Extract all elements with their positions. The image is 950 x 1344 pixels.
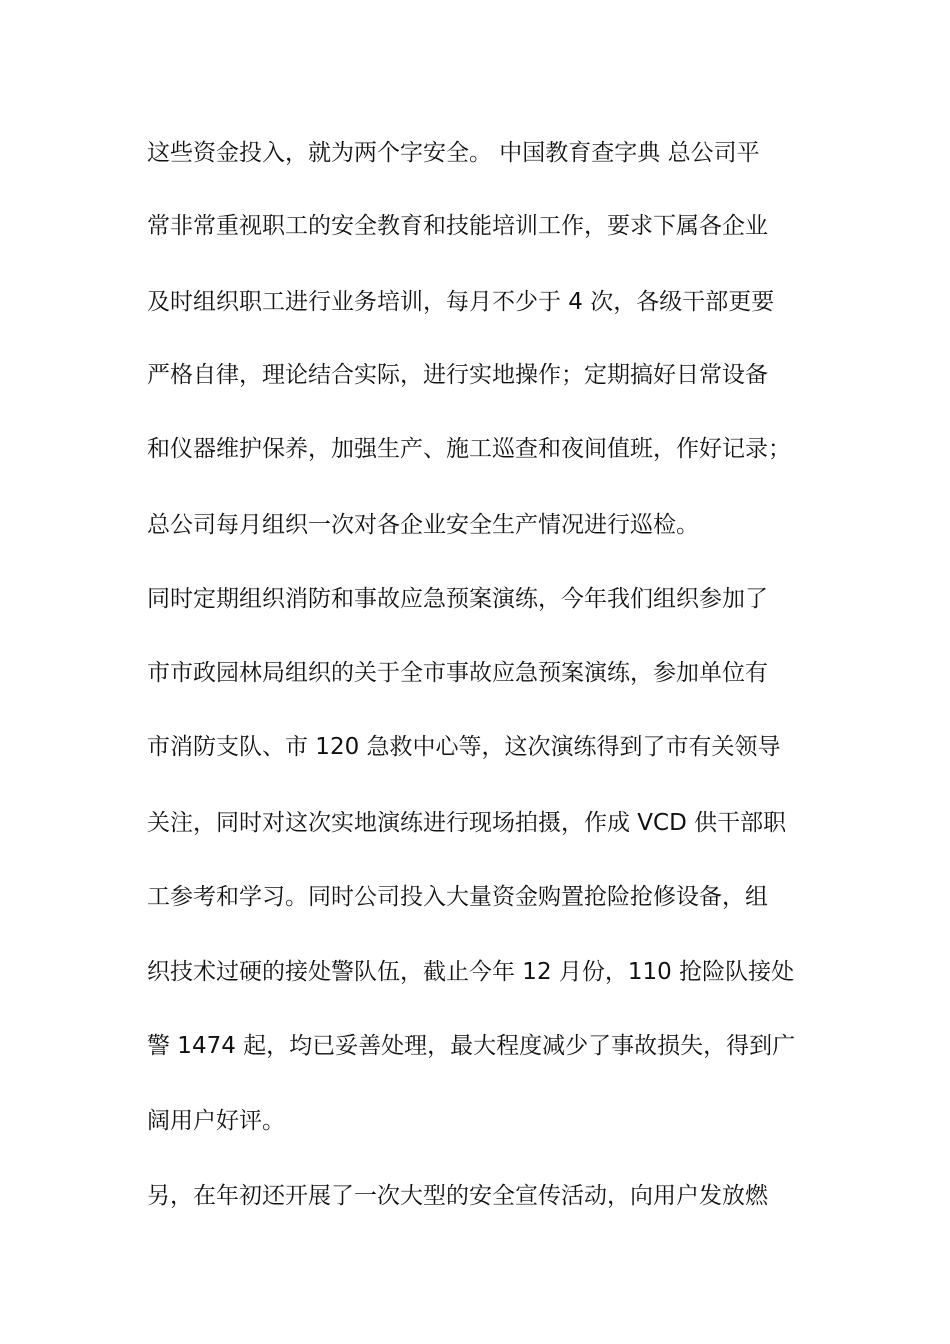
text-line: 和仪器维护保养，加强生产、施工巡查和夜间值班，作好记录； <box>147 436 791 462</box>
text-line: 关注，同时对这次实地演练进行现场拍摄，作成 VCD 供干部职 <box>147 810 787 836</box>
text-line: 市市政园林局组织的关于全市事故应急预案演练，参加单位有 <box>147 660 768 686</box>
text-line: 工参考和学习。同时公司投入大量资金购置抢险抢修设备，组 <box>147 884 768 910</box>
text-line: 及时组织职工进行业务培训，每月不少于 4 次，各级干部更要 <box>147 289 775 315</box>
text-line: 织技术过硬的接处警队伍，截止今年 12 月份，110 抢险队接处 <box>147 959 795 985</box>
text-line: 阔用户好评。 <box>147 1108 285 1134</box>
text-line: 同时定期组织消防和事故应急预案演练，今年我们组织参加了 <box>147 586 768 612</box>
text-line: 总公司每月组织一次对各企业安全生产情况进行巡检。 <box>147 512 699 538</box>
text-line: 警 1474 起，均已妥善处理，最大程度减少了事故损失，得到广 <box>147 1033 796 1059</box>
text-line: 这些资金投入，就为两个字安全。 中国教育查字典 总公司平 <box>147 140 760 166</box>
text-line: 市消防支队、市 120 急救中心等，这次演练得到了市有关领导 <box>147 734 781 760</box>
text-line: 严格自律，理论结合实际，进行实地操作；定期搞好日常设备 <box>147 362 768 388</box>
text-line: 常非常重视职工的安全教育和技能培训工作，要求下属各企业 <box>147 213 768 239</box>
text-line: 另，在年初还开展了一次大型的安全宣传活动，向用户发放燃 <box>147 1183 768 1209</box>
